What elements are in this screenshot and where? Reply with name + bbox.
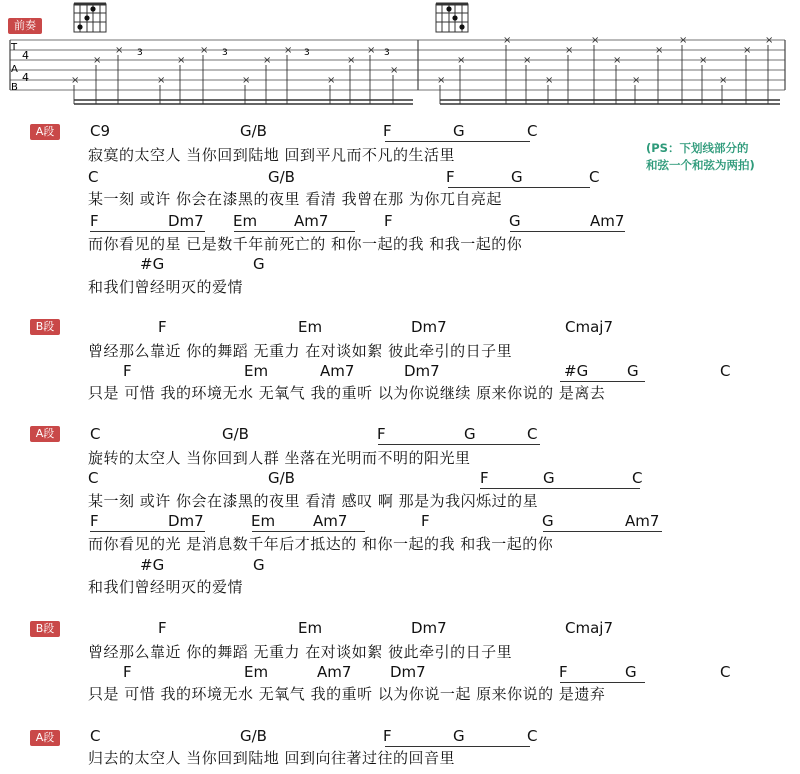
lyric-line: 曾经那么靠近 你的舞蹈 无重力 在对谈如絮 彼此牵引的日子里	[88, 643, 513, 661]
lyric-line: 归去的太空人 当你回到陆地 回到向往著过往的回音里	[88, 749, 456, 767]
chord-symbol: G	[543, 469, 555, 487]
chord-symbol: Em	[233, 212, 258, 230]
triplet-mark-4: 3	[384, 48, 390, 58]
chord-symbol: C	[720, 663, 731, 681]
tab-note-mark: ×	[523, 55, 532, 66]
chord-symbol: G	[253, 556, 265, 574]
chord-symbol: Cmaj7	[565, 318, 613, 336]
chord-symbol: G	[253, 255, 265, 273]
chord-symbol: Em	[298, 619, 323, 637]
tab-note-mark: ×	[71, 75, 80, 86]
chord-symbol: Am7	[320, 362, 355, 380]
tab-letter-t: T	[11, 42, 18, 53]
chord-symbol: F	[123, 362, 132, 380]
chord-symbol: Em	[251, 512, 276, 530]
tab-note-mark: ×	[347, 55, 356, 66]
tab-note-mark: ×	[545, 75, 554, 86]
chord-symbol: Em	[244, 663, 269, 681]
tab-letter-b: B	[11, 82, 18, 93]
chord-symbol: F	[158, 318, 167, 336]
chord-underline	[453, 746, 530, 747]
chord-symbol: F	[480, 469, 489, 487]
chord-symbol: F	[421, 512, 430, 530]
intro-label: 前奏	[8, 18, 42, 34]
chord-symbol: C	[88, 168, 99, 186]
chord-symbol: Am7	[294, 212, 329, 230]
lyric-line: 只是 可惜 我的环境无水 无氧气 我的重听 以为你说一起 原来你说的 是遗弃	[88, 685, 606, 703]
tab-note-mark: ×	[115, 45, 124, 56]
tab-note-mark: ×	[679, 35, 688, 46]
tab-note-mark: ×	[367, 45, 376, 56]
chord-symbol: F	[446, 168, 455, 186]
triplet-mark-2: 3	[222, 48, 228, 58]
chord-symbol: C	[720, 362, 731, 380]
chord-symbol: F	[383, 727, 392, 745]
tab-note-mark: ×	[437, 75, 446, 86]
time-sig-top: 4	[22, 49, 29, 62]
chord-underline	[90, 531, 205, 532]
lyric-line: 旋转的太空人 当你回到人群 坐落在光明而不明的阳光里	[88, 449, 471, 467]
chord-symbol: C9	[90, 122, 111, 140]
chord-symbol: #G	[140, 255, 165, 273]
tab-note-mark: ×	[263, 55, 272, 66]
lyric-line: 而你看见的星 已是数千年前死亡的 和你一起的我 和我一起的你	[88, 235, 523, 253]
tab-notes	[71, 35, 773, 86]
tab-note-mark: ×	[743, 45, 752, 56]
chord-symbol: Dm7	[390, 663, 426, 681]
tab-note-mark: ×	[284, 45, 293, 56]
tab-note-mark: ×	[503, 35, 512, 46]
chord-symbol: G	[453, 727, 465, 745]
chord-symbol: G/B	[268, 168, 295, 186]
tab-note-mark: ×	[390, 65, 399, 76]
beat-note-line-2: 和弦一个和弦为两拍)	[646, 158, 755, 172]
chord-symbol: F	[377, 425, 386, 443]
chord-underline	[512, 187, 590, 188]
chord-symbol: Dm7	[168, 512, 204, 530]
chord-underline	[90, 231, 205, 232]
chord-symbol: C	[527, 727, 538, 745]
section-tag: A段	[30, 730, 60, 746]
tab-note-mark: ×	[457, 55, 466, 66]
chord-symbol: G/B	[240, 727, 267, 745]
lyric-line: 寂寞的太空人 当你回到陆地 回到平凡而不凡的生活里	[88, 146, 456, 164]
chord-underline	[234, 231, 355, 232]
lyric-line: 某一刻 或许 你会在漆黑的夜里 看清 我曾在那 为你兀自亮起	[88, 190, 502, 208]
chord-symbol: G	[453, 122, 465, 140]
chord-symbol: Am7	[625, 512, 660, 530]
chord-underline	[543, 531, 662, 532]
time-sig-bottom: 4	[22, 71, 29, 84]
chord-symbol: G/B	[222, 425, 249, 443]
chord-underline	[252, 531, 365, 532]
chord-symbol: G/B	[240, 122, 267, 140]
tab-note-mark: ×	[719, 75, 728, 86]
chord-symbol: #G	[564, 362, 589, 380]
triplet-mark-1: 3	[137, 48, 143, 58]
chord-symbol: Dm7	[404, 362, 440, 380]
lyric-line: 某一刻 或许 你会在漆黑的夜里 看清 感叹 啊 那是为我闪烁过的星	[88, 492, 539, 510]
chord-symbol: Cmaj7	[565, 619, 613, 637]
chord-underline	[544, 488, 640, 489]
chord-symbol: C	[632, 469, 643, 487]
triplet-mark-3: 3	[304, 48, 310, 58]
tab-note-mark: ×	[699, 55, 708, 66]
chord-symbol: Am7	[590, 212, 625, 230]
chord-symbol: Dm7	[411, 619, 447, 637]
lyric-line: 和我们曾经明灭的爱情	[88, 278, 244, 296]
lyric-line: 曾经那么靠近 你的舞蹈 无重力 在对谈如絮 彼此牵引的日子里	[88, 342, 513, 360]
chord-symbol: F	[90, 512, 99, 530]
chord-symbol: F	[384, 212, 393, 230]
chord-symbol: Em	[298, 318, 323, 336]
tab-note-mark: ×	[177, 55, 186, 66]
chord-underline	[510, 231, 625, 232]
chord-symbol: G/B	[268, 469, 295, 487]
tab-note-mark: ×	[327, 75, 336, 86]
tab-note-mark: ×	[565, 45, 574, 56]
tab-stems	[74, 45, 780, 104]
section-tag: B段	[30, 621, 60, 637]
chord-symbol: F	[559, 663, 568, 681]
chord-symbol: C	[90, 425, 101, 443]
tab-note-mark: ×	[591, 35, 600, 46]
beat-note	[646, 140, 786, 174]
tab-note-mark: ×	[613, 55, 622, 66]
section-tag: A段	[30, 124, 60, 140]
tab-note-mark: ×	[765, 35, 774, 46]
chord-symbol: F	[90, 212, 99, 230]
lyric-line: 只是 可惜 我的环境无水 无氧气 我的重听 以为你说继续 原来你说的 是离去	[88, 384, 606, 402]
tab-note-mark: ×	[655, 45, 664, 56]
chord-symbol: Am7	[317, 663, 352, 681]
chord-symbol: Dm7	[411, 318, 447, 336]
chord-symbol: G	[627, 362, 639, 380]
tab-note-mark: ×	[242, 75, 251, 86]
tab-note-mark: ×	[632, 75, 641, 86]
lyric-line: 而你看见的光 是消息数千年后才抵达的 和你一起的我 和我一起的你	[88, 535, 554, 553]
chord-symbol: G	[511, 168, 523, 186]
chord-symbol: G	[464, 425, 476, 443]
chord-symbol: G	[542, 512, 554, 530]
chord-symbol: #G	[140, 556, 165, 574]
tab-letter-a: A	[11, 64, 18, 75]
chord-symbol: C	[88, 469, 99, 487]
chord-underline	[560, 682, 645, 683]
section-tag: A段	[30, 426, 60, 442]
chord-symbol: F	[123, 663, 132, 681]
chord-symbol: F	[383, 122, 392, 140]
chord-symbol: C	[527, 122, 538, 140]
tab-staff	[0, 0, 800, 110]
chord-symbol: Dm7	[168, 212, 204, 230]
chord-symbol: G	[625, 663, 637, 681]
chord-symbol: Em	[244, 362, 269, 380]
chord-underline	[453, 141, 530, 142]
chord-symbol: C	[589, 168, 600, 186]
tab-note-mark: ×	[200, 45, 209, 56]
chord-symbol: C	[90, 727, 101, 745]
lyric-line: 和我们曾经明灭的爱情	[88, 578, 244, 596]
chord-symbol: Am7	[313, 512, 348, 530]
chord-symbol: C	[527, 425, 538, 443]
chord-symbol: G	[509, 212, 521, 230]
chord-underline	[560, 381, 645, 382]
chord-underline	[464, 444, 540, 445]
chord-symbol: F	[158, 619, 167, 637]
beat-note-line-1: (PS：下划线部分的	[646, 141, 749, 155]
section-tag: B段	[30, 319, 60, 335]
tab-note-mark: ×	[93, 55, 102, 66]
tab-note-mark: ×	[157, 75, 166, 86]
